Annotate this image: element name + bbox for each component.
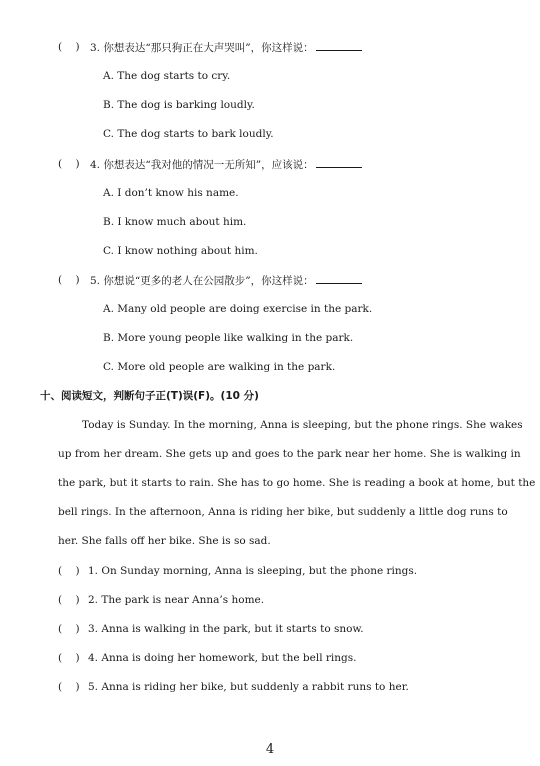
question-stem-q4 bbox=[90, 157, 362, 172]
option-q3-b: B. The dog is barking loudly. bbox=[103, 99, 255, 111]
tf-paren-3[interactable]: ( ) bbox=[58, 623, 80, 635]
question-stem-text-q4: 4. 你想表达“我对他的情况一无所知”，应该说： bbox=[90, 159, 314, 171]
option-q5-a: A. Many old people are doing exercise in the park. bbox=[103, 303, 373, 315]
option-q4-a: A. I don’t know his name. bbox=[103, 187, 239, 199]
answer-blank-q3[interactable] bbox=[316, 40, 362, 51]
tf-paren-1[interactable]: ( ) bbox=[58, 565, 80, 577]
tf-statement-5: 5. Anna is riding her bike, but suddenly a rabbit runs to her. bbox=[88, 681, 409, 693]
tf-statement-1: 1. On Sunday morning, Anna is sleeping, but the phone rings. bbox=[88, 565, 418, 577]
page-number: 4 bbox=[265, 742, 275, 757]
passage-line-4: bell rings. In the afternoon, Anna is riding her bike, but suddenly a little dog runs to bbox=[58, 506, 508, 518]
answer-paren-q5[interactable]: ( ) bbox=[58, 274, 80, 286]
passage-line-5: her. She falls off her bike. She is so sad. bbox=[58, 535, 271, 547]
option-q4-b: B. I know much about him. bbox=[103, 216, 247, 228]
answer-paren-q4[interactable]: ( ) bbox=[58, 158, 80, 170]
passage-line-1: Today is Sunday. In the morning, Anna is sleeping, but the phone rings. She wakes bbox=[82, 419, 523, 431]
answer-paren-q3[interactable]: ( ) bbox=[58, 41, 80, 53]
tf-paren-5[interactable]: ( ) bbox=[58, 681, 80, 693]
option-q3-c: C. The dog starts to bark loudly. bbox=[103, 128, 274, 140]
question-stem-text-q3: 3. 你想表达“那只狗正在大声哭叫”，你这样说： bbox=[90, 42, 314, 54]
question-stem-q3 bbox=[90, 40, 362, 55]
section-heading: 十、阅读短文，判断句子正(T)误(F)。(10 分) bbox=[40, 390, 259, 402]
option-q5-c: C. More old people are walking in the park. bbox=[103, 361, 336, 373]
tf-statement-2: 2. The park is near Anna’s home. bbox=[88, 594, 265, 606]
passage-line-2: up from her dream. She gets up and goes to the park near her home. She is walking in bbox=[58, 448, 521, 460]
option-q5-b: B. More young people like walking in the park. bbox=[103, 332, 354, 344]
option-q4-c: C. I know nothing about him. bbox=[103, 245, 258, 257]
tf-statement-4: 4. Anna is doing her homework, but the bell rings. bbox=[88, 652, 357, 664]
option-q3-a: A. The dog starts to cry. bbox=[103, 70, 231, 82]
tf-paren-4[interactable]: ( ) bbox=[58, 652, 80, 664]
tf-paren-2[interactable]: ( ) bbox=[58, 594, 80, 606]
tf-statement-3: 3. Anna is walking in the park, but it starts to snow. bbox=[88, 623, 364, 635]
answer-blank-q4[interactable] bbox=[316, 157, 362, 168]
question-stem-q5 bbox=[90, 273, 362, 288]
question-stem-text-q5: 5. 你想说“更多的老人在公园散步”，你这样说： bbox=[90, 275, 314, 287]
passage-line-3: the park, but it starts to rain. She has to go home. She is reading a book at home, but the bbox=[58, 477, 536, 489]
answer-blank-q5[interactable] bbox=[316, 273, 362, 284]
